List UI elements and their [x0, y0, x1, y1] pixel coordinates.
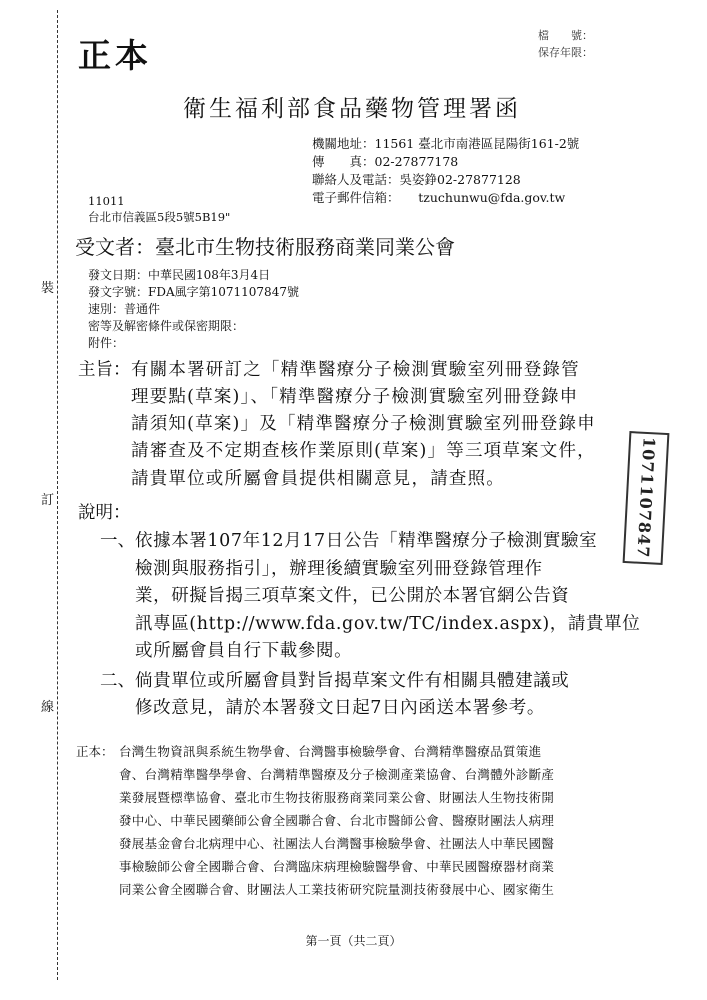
document-number: 發文字號：FDA風字第1071107847號 [88, 285, 299, 299]
cc-line: 事檢驗師公會全國聯合會、台灣臨床病理檢驗醫學會、中華民國醫療器材商業 [119, 859, 555, 874]
retention-period-label: 保存年限： [538, 46, 593, 59]
cc-line: 業發展暨標準協會、臺北市生物技術服務商業同業公會、財團法人生物技術開 [119, 790, 555, 805]
contact-email: 電子郵件信箱： tzuchunwu@fda.gov.tw [312, 190, 566, 205]
explanation-item-line: 業，研擬旨揭三項草案文件，已公開於本署官網公告資 [135, 586, 570, 606]
issue-date: 發文日期：中華民國108年3月4日 [88, 268, 271, 282]
cc-line: 會、台灣精準醫學學會、台灣精準醫療及分子檢測產業協會、台灣體外診斷產 [119, 767, 555, 782]
cc-line: 同業公會全國聯合會、財團法人工業技術研究院量測技術發展中心、國家衛生 [119, 882, 555, 897]
explanation-item-line: 檢測與服務指引」，辦理後續實驗室列冊登錄管理作 [135, 559, 543, 579]
explanation-item-line: 依據本署107年12月17日公告「精準醫療分子檢測實驗室 [135, 531, 598, 551]
delivery-speed: 速別：普通件 [88, 302, 161, 316]
subject-line: 請須知(草案)」及「精準醫療分子檢測實驗室列冊登錄申 [131, 414, 596, 434]
subject-line: 請審查及不定期查核作業原則(草案)」等三項草案文件， [131, 441, 596, 461]
secrecy-level: 密等及解密條件或保密期限： [88, 319, 245, 333]
cc-label: 正本： [76, 744, 114, 759]
subject-line: 理要點(草案)」、「精準醫療分子檢測實驗室列冊登錄申 [131, 387, 579, 407]
agency-address: 機關地址：11561 臺北市南港區昆陽街161-2號 [312, 136, 580, 151]
receipt-number: 1071107847 [633, 436, 659, 560]
subject-label: 主旨： [78, 360, 131, 380]
agency-fax: 傳 真：02-27877178 [312, 154, 459, 169]
original-copy-stamp: 正本 [78, 36, 152, 75]
subject-line: 有關本署研訂之「精準醫療分子檢測實驗室列冊登錄管 [131, 360, 580, 380]
binding-mark-xian: 線 [41, 694, 54, 717]
recipient-street-address: 台北市信義區5段5號5B19" [88, 210, 231, 224]
document-type: 函 [495, 96, 518, 122]
explanation-item-line: 或所屬會員自行下載參閱。 [135, 641, 353, 661]
explanation-item-line: 訊專區(http://www.fda.gov.tw/TC/index.aspx)，請貴單位 [135, 614, 641, 634]
explanation-item-number: 二、 [100, 671, 135, 691]
explanation-item-line: 修改意見，請於本署發文日起7日內函送本署參考。 [135, 698, 545, 718]
receipt-number-stamp [623, 431, 670, 565]
issuing-agency: 衛生福利部食品藥物管理署 [183, 96, 495, 122]
contact-person: 聯絡人及電話：吳姿錚02-27877128 [312, 172, 521, 187]
recipient-postal-code: 11011 [88, 194, 125, 208]
explanation-label: 說明： [78, 503, 131, 523]
cc-line: 發展基金會台北病理中心、社團法人台灣醫事檢驗學會、社團法人中華民國醫 [119, 836, 555, 851]
binding-mark-zhuang: 裝 [41, 275, 54, 298]
explanation-item-line: 倘貴單位或所屬會員對旨揭草案文件有相關具體建議或 [135, 671, 570, 691]
binding-mark-ding: 訂 [41, 487, 54, 510]
explanation-item-number: 一、 [100, 531, 135, 551]
binding-dashed-line [57, 10, 58, 980]
page-number: 第一頁（共二頁） [305, 934, 402, 948]
subject-line: 請貴單位或所屬會員提供相關意見，請查照。 [131, 469, 505, 489]
cc-line: 台灣生物資訊與系統生物學會、台灣醫事檢驗學會、台灣精準醫療品質策進 [119, 744, 542, 759]
attachment: 附件： [88, 336, 125, 350]
file-number-label: 檔 號： [538, 29, 593, 42]
recipient-line: 受文者：臺北市生物技術服務商業同業公會 [75, 235, 455, 259]
cc-line: 發中心、中華民國藥師公會全國聯合會、台北市醫師公會、醫療財團法人病理 [119, 813, 555, 828]
